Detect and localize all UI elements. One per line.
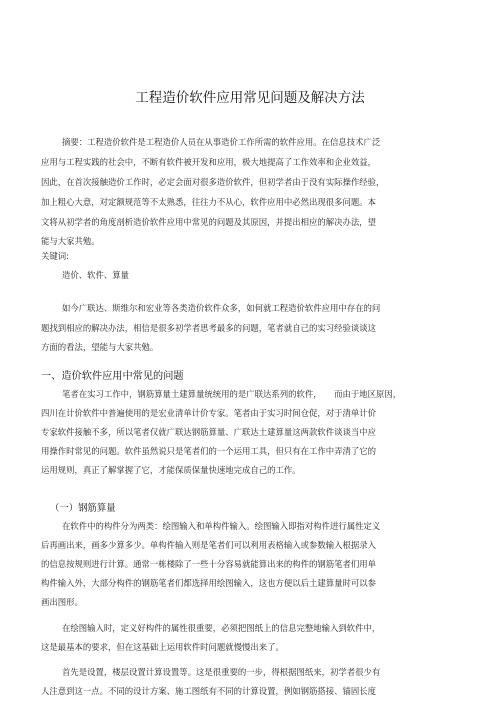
abstract-line: 文将从初学者的角度剖析造价软件应用中常见的问题及其原因，并提出相应的解决办法，望 xyxy=(41,217,376,227)
intro-line: 如今广联达、斯维尔和宏业等各类造价软件众多，如何就工程造价软件应用中存在的问 xyxy=(62,303,381,313)
subsection-line: 画出图形。 xyxy=(41,597,83,607)
abstract-line: 加上粗心大意，对定额规范等不太熟悉，往往力不从心，软件应用中必然出现很多问题。本 xyxy=(41,197,376,207)
section-line: 笔者在实习工作中，钢筋算量土建算量统统用的是广联达系列的软件， 而由于地区原因， xyxy=(62,389,402,399)
abstract-line: 因此，在首次接触造价工作时，必定会面对很多造价软件，但初学者由于没有实际操作经验， xyxy=(41,177,385,187)
subsection-line: 后再画出来，画多少算多少。单构件输入则是笔者们可以利用表格输入或参数输入根据录入 xyxy=(41,540,376,550)
document-title: 工程造价软件应用常见问题及解决方法 xyxy=(135,90,365,106)
abstract-line: 摘要：工程造价软件是工程造价人员在从事造价工作所需的软件应用。在信息技术广泛 xyxy=(62,137,381,147)
paragraph-line: 在绘图输入时，定义好构件的属性很重要，必须把图纸上的信息完整地输入到软件中， xyxy=(62,623,381,633)
abstract-line: 能与大家共勉。 xyxy=(41,236,100,246)
section-line: 运用规则，真正了解掌握了它，才能保质保量快速地完成自己的工作。 xyxy=(41,465,301,475)
intro-line: 方面的看法，望能与大家共勉。 xyxy=(41,342,159,352)
subsection-line: 的信息按规则进行计算。通常一栋楼除了一些十分容易就能算出来的构件的钢筋笔者们用单 xyxy=(41,559,376,569)
keywords-label: 关键词: xyxy=(41,251,69,261)
intro-line: 题找到相应的解决办法，相信是很多初学者思考最多的问题，笔者就自己的实习经验谈谈这 xyxy=(41,323,376,333)
abstract-line: 应用与工程实践的社会中，不断有软件被开发和应用，极大地提高了工作效率和企业效益， xyxy=(41,157,376,167)
paragraph-line: 首先是设置，楼层设置计算设置等。这是很重要的一步，得根据图纸来，初学者很少有 xyxy=(62,667,381,677)
keywords-value: 造价、软件、算量 xyxy=(62,270,129,280)
subsection-line: 在软件中的构件分为两类：绘图输入和单构件输入。绘图输入即指对构件进行属性定义 xyxy=(62,521,381,531)
section-line: 四川在计价软件中普遍使用的是宏业清单计价专家。笔者由于实习时间仓促，对于清单计价 xyxy=(41,408,376,418)
paragraph-line: 人注意到这一点。不同的设计方案、施工图纸有不同的计算设置，例如钢筋搭接、锚固长度 xyxy=(41,686,376,696)
section-heading: 一、造价软件应用中常见的问题 xyxy=(41,371,184,382)
subsection-line: 构件输入外，大部分构件的钢筋笔者们都选择用绘图输入，这也方便以后土建算量时可以参 xyxy=(41,578,376,588)
subsection-heading: （一）钢筋算量 xyxy=(50,503,116,514)
section-line: 专家软件接触不多，所以笔者仅就广联达钢筋算量、广联达土建算量这两款软件谈谈当中应 xyxy=(41,427,376,437)
paragraph-line: 这是最基本的要求，但在这基础上运用软件时问题就慢慢出来了。 xyxy=(41,642,284,652)
section-line: 用操作时常见的问题。软件虽然说只是笔者们的一个运用工具，但只有在工作中弄清了它的 xyxy=(41,446,376,456)
